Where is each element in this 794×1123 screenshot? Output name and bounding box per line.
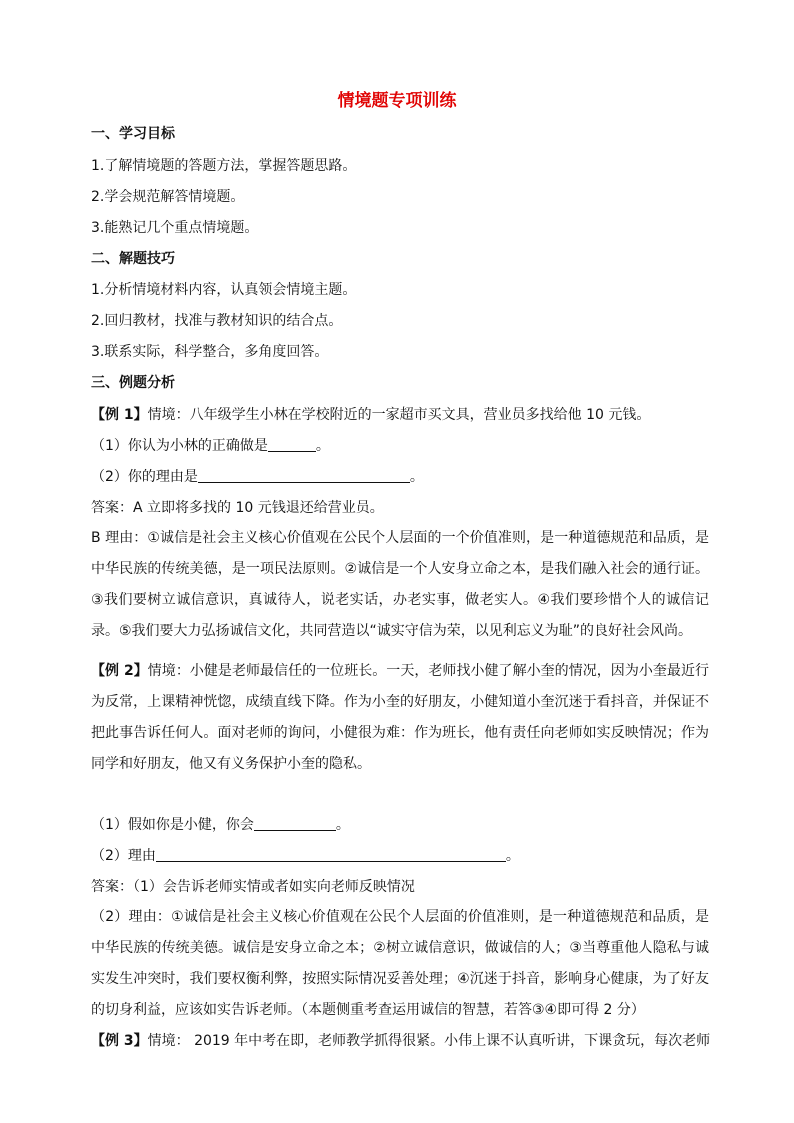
- tip-item-2: 2.回归教材，找准与教材知识的结合点。: [91, 313, 343, 329]
- section-heading-goals: 一、学习目标: [91, 126, 175, 142]
- answer-blank: [254, 816, 336, 831]
- example-2-text: 情境：小健是老师最信任的一位班长。一天，老师找小健了解小奎的情况，因为小奎最近行为反常，上课精神恍惚，成绩直线下降。作为小奎的好朋友，小健知道小奎沉迷于看抖音，并保证不把此事告诉任何人。面对老师的询问，小健很为难：作为班长，他有责任向老师如实反映情况；作为同学和好朋友，他又有义务保护小奎的隐私。: [91, 663, 709, 772]
- example-1-reason: B 理由：①诚信是社会主义核心价值观在公民个人层面的一个价值准则，是一种道德规范和品质，是中华民族的传统美德，是一项民法原则。②诚信是一个人安身立命之本，是我们融入社会的通行证。③我们要树立诚信意识，真诚待人，说老实话，办老实事，做老实人。④我们要珍惜个人的诚信记录。⑤我们要大力弘扬诚信文化，共同营造以“诚实守信为荣，以见利忘义为耻”的良好社会风尚。: [91, 530, 709, 639]
- example-3-tag: 【例 3】: [91, 1033, 148, 1049]
- goal-item-2: 2.学会规范解答情境题。: [91, 189, 245, 205]
- example-2-reason: （2）理由：①诚信是社会主义核心价值观在公民个人层面的价值准则，是一种道德规范和品质，是中华民族的传统美德。诚信是安身立命之本；②树立诚信意识，做诚信的人；③当尊重他人隐私与诚实发生冲突时，我们要权衡利弊，按照实际情况妥善处理；④沉迷于抖音，影响身心健康，为了好友的切身利益，应该如实告诉老师。（本题侧重考查运用诚信的智慧，若答③④即可得 2 分）: [91, 909, 709, 1018]
- example-3-text: 情境： 2019 年中考在即，老师教学抓得很紧。小伟上课不认真听讲，下课贪玩，每次老师: [147, 1033, 711, 1049]
- goal-item-1: 1.了解情境题的答题方法，掌握答题思路。: [91, 158, 357, 174]
- example-2-answer: 答案：（1）会告诉老师实情或者如实向老师反映情况: [91, 879, 415, 895]
- example-1-question-2: （2）你的理由是 。: [91, 469, 424, 485]
- section-heading-examples: 三、例题分析: [91, 375, 175, 391]
- example-2-question-2: （2）理由 。: [91, 848, 520, 864]
- example-1-answer: 答案：A 立即将多找的 10 元钱退还给营业员。: [91, 500, 384, 516]
- goal-item-3: 3.能熟记几个重点情境题。: [91, 220, 259, 236]
- example-1-tag: 【例 1】: [91, 407, 148, 423]
- example-1-text: 情境：八年级学生小林在学校附近的一家超市买文具，营业员多找给他 10 元钱。: [147, 407, 651, 423]
- answer-blank: [268, 437, 316, 452]
- example-1-scenario: [91, 405, 711, 425]
- example-1-question-1: （1）你认为小林的正确做是 。: [91, 438, 330, 454]
- answer-blank: [156, 847, 506, 862]
- example-2-question-1: （1）假如你是小健，你会 。: [91, 817, 350, 833]
- example-2-tag: 【例 2】: [91, 663, 148, 679]
- section-heading-tips: 二、解题技巧: [91, 251, 175, 267]
- example-2-scenario: [91, 656, 709, 780]
- example-3-scenario: [91, 1031, 711, 1051]
- tip-item-1: 1.分析情境材料内容，认真领会情境主题。: [91, 282, 357, 298]
- tip-item-3: 3.联系实际，科学整合，多角度回答。: [91, 344, 329, 360]
- answer-blank: [198, 468, 410, 483]
- page-title: 情境题专项训练: [337, 91, 457, 111]
